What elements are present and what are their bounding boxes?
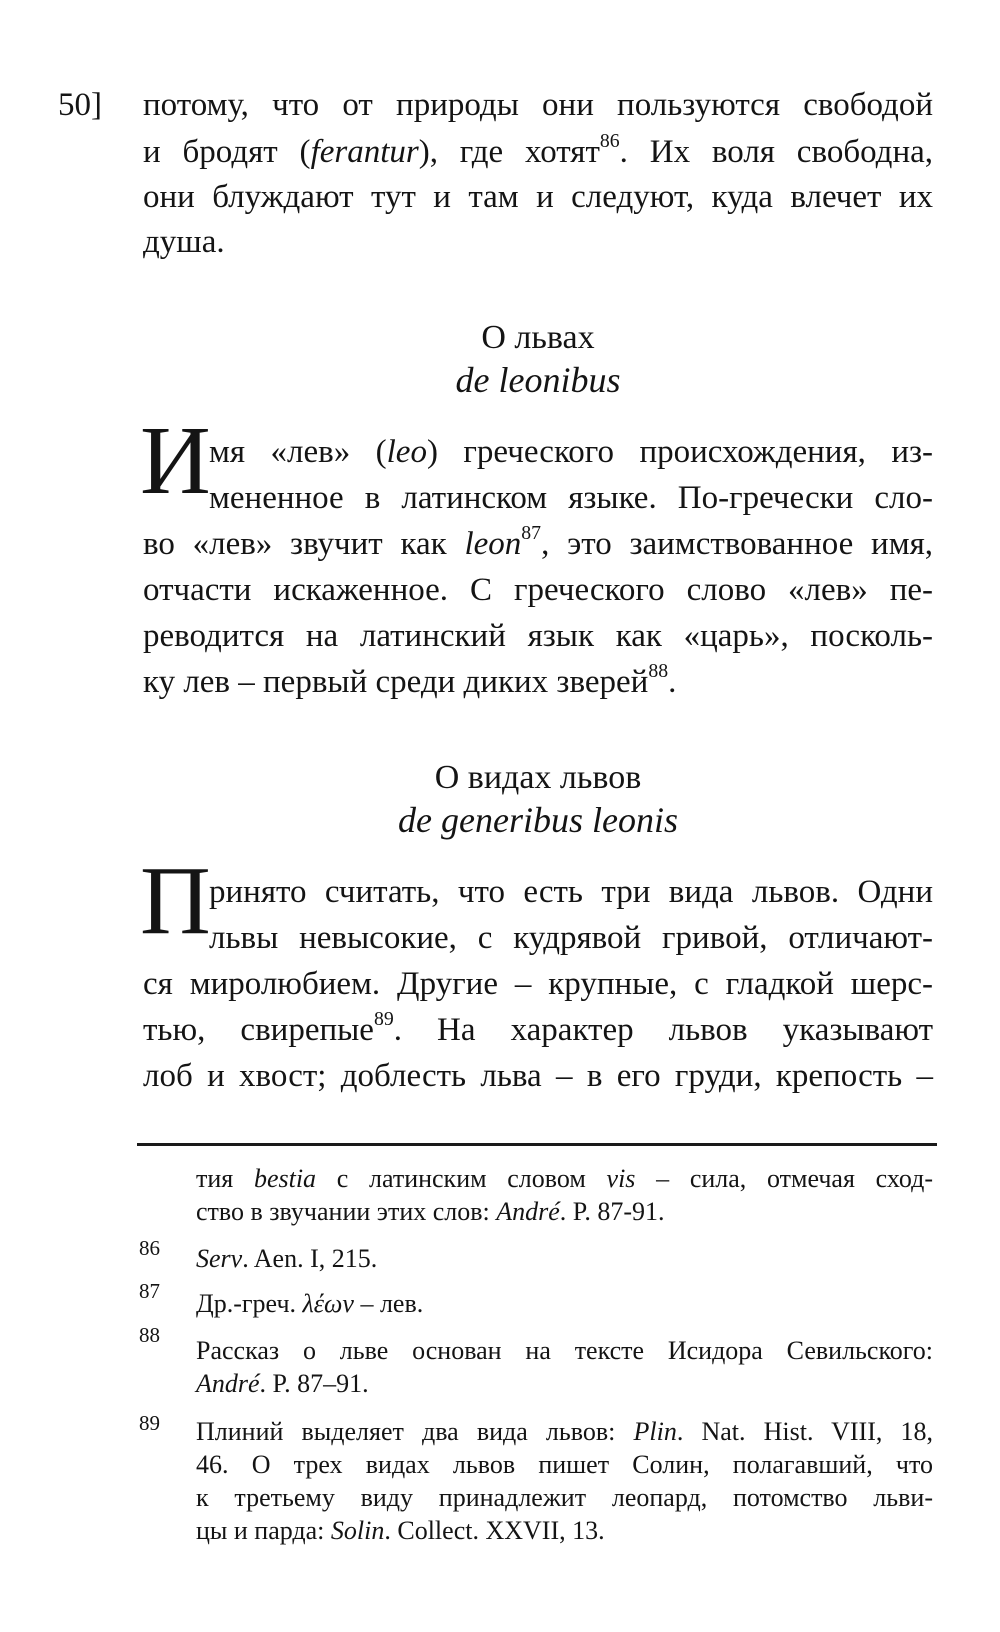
footnote-number: 87 [139,1279,160,1303]
text-line: мя «лев» (leo) греческого происхождения, из- [209,434,934,470]
text-line: потому, что от природы они пользуются свободой [143,87,933,123]
section-title-ru: О львах [481,319,595,356]
text-line: лоб и хвост; доблесть льва – в его груди, крепость – [143,1058,933,1094]
footnote-line: Плиний выделяет два вида львов: Plin. Nat. Hist. VIII, 18, [196,1417,933,1446]
section-title-ru: О видах львов [434,759,642,796]
latin-term: ferantur [310,134,419,170]
page-number: 50] [58,87,102,123]
text-line: мененное в латинском языке. По-гречески сло- [209,480,933,516]
drop-cap: П [140,847,211,955]
footnote-line: 46. О трех видах львов пишет Солин, полагавший, что [196,1450,933,1479]
footnote-ref: 87 [521,522,542,545]
footnote-line: Рассказ о льве основан на тексте Исидора Севильского: [196,1336,933,1365]
footnote-line: André. P. 87–91. [196,1369,369,1398]
text-line: ринято считать, что есть три вида львов. Одни [209,874,933,910]
section-title-latin: de leonibus [455,360,621,400]
drop-cap: И [140,407,211,515]
text-line: и бродят (ferantur), где хотят$^{86}$. Их воля свободна, [143,130,933,170]
section-title-latin: de generibus leonis [398,800,678,840]
footnote-ref: 89 [373,1008,394,1031]
text-line: отчасти искаженное. С греческого слово «лев» пе- [143,572,933,608]
footnote-line: ство в звучании этих слов: André. P. 87-91. [196,1197,665,1226]
footnote-line: Serv. Aen. I, 215. [196,1244,378,1273]
footnote-line: Др.-греч. λέων – лев. [196,1289,424,1318]
text-line: реводится на латинский язык как «царь», посколь- [143,618,933,654]
footnote-number: 88 [139,1323,160,1347]
text-line: ку лев – первый среди диких зверей$^{88}$. [143,660,677,700]
text-line: львы невысокие, с кудрявой гривой, отличают- [209,920,933,956]
text-line: тью, свирепые$^{89}$. На характер львов указывают [143,1008,934,1048]
latin-term: leon [464,526,522,562]
footnote-line: к третьему виду принадлежит леопард, потомство льви- [196,1483,933,1512]
footnote-number: 86 [139,1236,160,1260]
footnote-number: 89 [139,1411,160,1435]
footnote-line: тия bestia с латинским словом vis – сила, отмечая сход- [196,1164,933,1193]
text-line: они блуждают тут и там и следуют, куда влечет их [143,179,933,215]
footnote-line: цы и парда: Solin. Collect. XXVII, 13. [196,1516,605,1545]
footnote-ref: 86 [599,130,620,153]
footnote-divider [137,1143,937,1146]
text-line: душа. [143,224,225,260]
latin-term: leo [386,434,427,470]
text-line: во «лев» звучит как leon$^{87}$, это заимствованное имя, [143,522,934,562]
footnote-ref: 88 [648,660,669,683]
text-line: ся миролюбием. Другие – крупные, с гладкой шерс- [143,966,933,1002]
